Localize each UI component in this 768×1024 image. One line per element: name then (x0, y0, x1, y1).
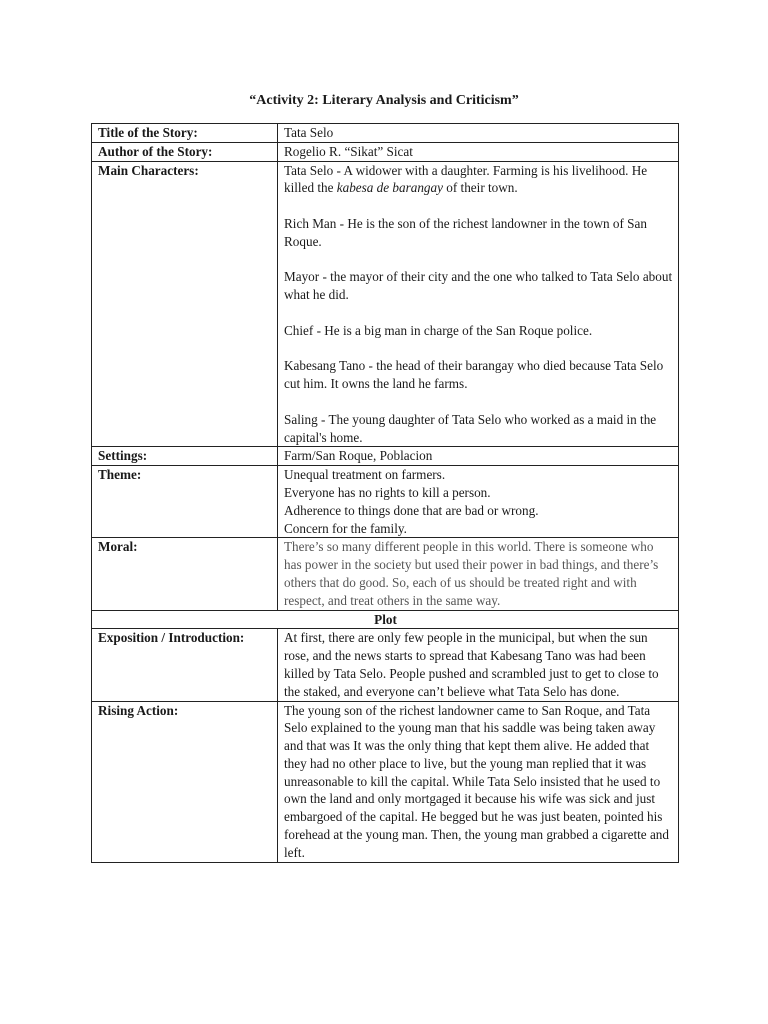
character-rich-man: Rich Man - He is the son of the richest landowner in the town of San Roque. (284, 215, 647, 249)
row-main-characters (92, 161, 679, 447)
main-characters-label: Main Characters: (92, 161, 278, 447)
theme-line: Concern for the family. (284, 520, 407, 536)
story-title-label: Title of the Story: (92, 124, 278, 143)
row-exposition (92, 629, 679, 701)
rising-action-value: The young son of the richest landowner came to San Roque, and Tata Selo explained to the young man that his saddle was being taken away and that was It was the only thing that kept them alive. He added that they had no other place to live, but the young man replied that it was unreasonable to kill the capital. While Tata Selo insisted that he used to own the land and only mortgaged it because his wife was sick and just embargoed of the capital. He begged but he was just beaten, pointed his forehead at the young man. Then, the young man grabbed a cigarette and left. (278, 701, 679, 862)
exposition-value: At first, there are only few people in the municipal, but when the sun rose, and the news starts to spread that Kabesang Tano was had been killed by Tata Selo. People pushed and scrambled just to get to close to the staked, and everyone can’t believe what Tata Selo has done. (278, 629, 679, 701)
plot-heading: Plot (92, 610, 679, 629)
main-characters-value (278, 161, 679, 447)
character-kabesang-tano: Kabesang Tano - the head of their barangay who died because Tata Selo cut him. It owns the land he farms. (284, 358, 664, 392)
character-tata-selo: Tata Selo - A widower with a daughter. Farming is his livelihood. He killed the kabesa de barangay of their town. (284, 162, 648, 196)
rising-action-label: Rising Action: (92, 701, 278, 862)
character-chief: Chief - He is a big man in charge of the San Roque police. (284, 322, 593, 338)
theme-label: Theme: (92, 466, 278, 538)
settings-label: Settings: (92, 447, 278, 466)
exposition-label: Exposition / Introduction: (92, 629, 278, 701)
theme-line: Unequal treatment on farmers. (284, 467, 446, 483)
story-title-value: Tata Selo (278, 124, 679, 143)
theme-line: Adherence to things done that are bad or wrong. (284, 502, 539, 518)
row-title (92, 124, 679, 143)
moral-label: Moral: (92, 538, 278, 610)
theme-line: Everyone has no rights to kill a person. (284, 484, 491, 500)
row-plot-heading (92, 610, 679, 629)
author-value: Rogelio R. “Sikat” Sicat (278, 142, 679, 161)
theme-value (278, 466, 679, 538)
character-mayor: Mayor - the mayor of their city and the one who talked to Tata Selo about what he did. (284, 269, 673, 303)
row-author (92, 142, 679, 161)
character-saling: Saling - The young daughter of Tata Selo who worked as a maid in the capital's home. (284, 411, 657, 445)
moral-value: There’s so many different people in this world. There is someone who has power in the society but used their power in bad things, and there’s others that do good. So, each of us should be treated right and with respect, and treat others in the same way. (278, 538, 679, 610)
settings-value: Farm/San Roque, Poblacion (278, 447, 679, 466)
analysis-table (91, 123, 679, 863)
row-rising-action (92, 701, 679, 862)
author-label: Author of the Story: (92, 142, 278, 161)
document-title: “Activity 2: Literary Analysis and Criticism” (249, 93, 519, 108)
row-theme (92, 466, 679, 538)
row-settings (92, 447, 679, 466)
row-moral (92, 538, 679, 610)
